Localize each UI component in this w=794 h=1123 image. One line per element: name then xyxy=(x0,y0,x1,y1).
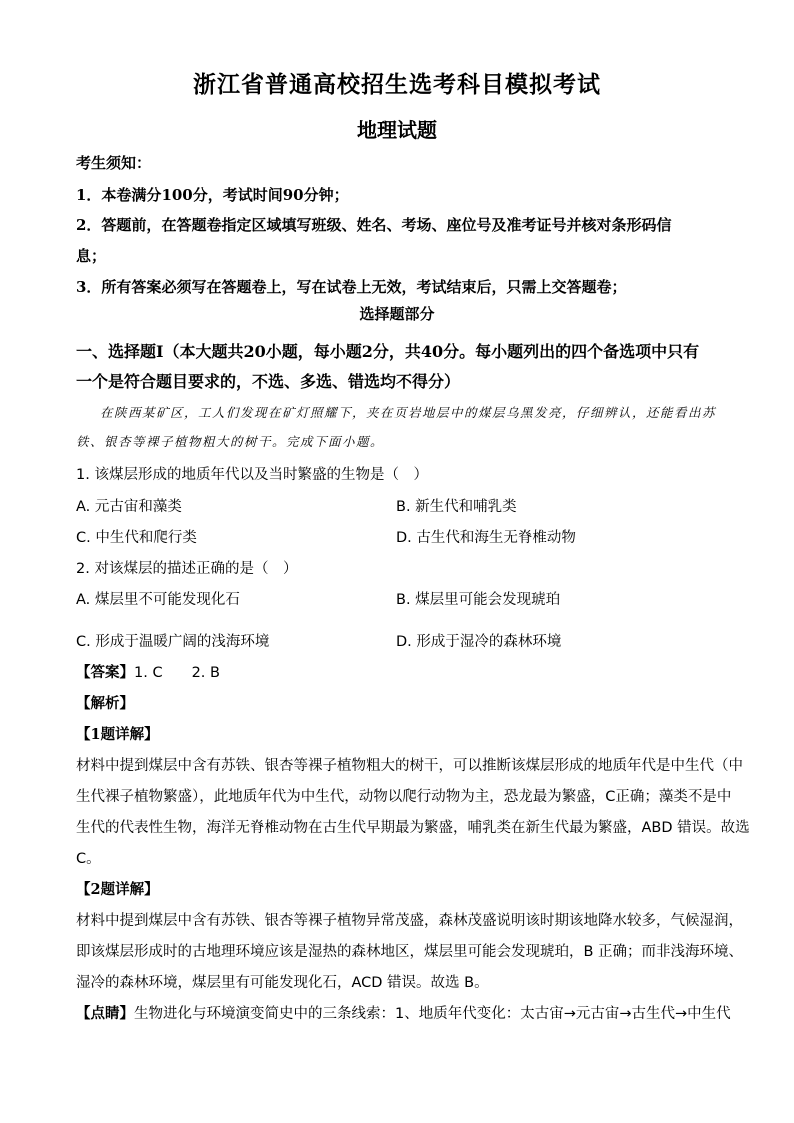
part-heading: 一、选择题Ⅰ（本大题共20小题，每小题2分，共40分。每小题列出的四个备选项中只有 xyxy=(76,342,700,361)
notice-item: 2．答题前，在答题卷指定区域填写班级、姓名、考场、座位号及准考证号并核对条形码信 xyxy=(76,216,672,234)
question-stem: 1. 该煤层形成的地质年代以及当时繁盛的生物是（ ） xyxy=(76,467,428,483)
option-a: A. 煤层里不可能发现化石 xyxy=(76,592,240,608)
detail2-line: 材料中提到煤层中含有苏铁、银杏等裸子植物异常茂盛，森林茂盛说明该时期该地降水较多，气候湿润， xyxy=(76,913,743,929)
tip-tag: 【点睛】 xyxy=(76,1005,134,1022)
detail2-tag: 【2题详解】 xyxy=(76,881,159,898)
option-b: B. 煤层里可能会发现琥珀 xyxy=(396,592,561,608)
tip-text: 生物进化与环境演变简史中的三条线索：1、地质年代变化：太古宙→元古宙→古生代→中生代 xyxy=(134,1006,731,1022)
detail1-line: 材料中提到煤层中含有苏铁、银杏等裸子植物粗大的树干，可以推断该煤层形成的地质年代是中生代（中 xyxy=(76,758,743,774)
question-stem: 2. 对该煤层的描述正确的是（ ） xyxy=(76,561,298,577)
passage-line: 在陕西某矿区，工人们发现在矿灯照耀下，夹在页岩地层中的煤层乌黑发亮，仔细辨认，还能看出苏 xyxy=(100,405,717,420)
notice-item: 1．本卷满分100分，考试时间90分钟； xyxy=(76,186,349,204)
option-a: A. 元古宙和藻类 xyxy=(76,499,182,515)
detail1-line: 生代裸子植物繁盛），此地质年代为中生代，动物以爬行动物为主，恐龙最为繁盛，C正确；藻类不是中 xyxy=(76,789,732,805)
notice-item: 息； xyxy=(76,247,107,265)
notice-item: 3．所有答案必须写在答题卷上，写在试卷上无效，考试结束后，只需上交答题卷； xyxy=(76,278,627,296)
detail1-line: 生代的代表性生物，海洋无脊椎动物在古生代早期最为繁盛，哺乳类在新生代最为繁盛，ABD 错误。故选 xyxy=(76,820,750,836)
part-heading-cont: 一个是符合题目要求的，不选、多选、错选均不得分） xyxy=(76,372,461,391)
detail1-tag: 【1题详解】 xyxy=(76,726,159,743)
option-c: C. 中生代和爬行类 xyxy=(76,530,197,546)
option-c: C. 形成于温暖广阔的浅海环境 xyxy=(76,634,270,650)
tip-line xyxy=(76,1002,731,1023)
answer-tag: 【答案】 xyxy=(76,664,134,681)
analysis-tag xyxy=(76,692,720,713)
exam-subtitle: 地理试题 xyxy=(357,118,437,142)
section-title: 选择题部分 xyxy=(359,305,435,323)
detail1-line: C。 xyxy=(76,851,101,867)
passage-line: 铁、银杏等裸子植物粗大的树干。完成下面小题。 xyxy=(76,434,385,449)
notice-heading: 考生须知： xyxy=(76,154,152,172)
option-d: D. 古生代和海生无脊椎动物 xyxy=(396,530,576,546)
answer-text: 1. C 2. B xyxy=(134,665,220,681)
exam-title: 浙江省普通高校招生选考科目模拟考试 xyxy=(193,71,601,98)
option-d: D. 形成于湿冷的森林环境 xyxy=(396,634,562,650)
detail2-line: 湿冷的森林环境，煤层里有可能发现化石，ACD 错误。故选 B。 xyxy=(76,975,489,991)
analysis-label: 【解析】 xyxy=(76,695,134,712)
detail2-heading xyxy=(76,878,720,899)
detail1-heading xyxy=(76,723,720,744)
detail2-line: 即该煤层形成时的古地理环境应该是湿热的森林地区，煤层里可能会发现琥珀，B 正确；而非浅海环境、 xyxy=(76,944,744,960)
option-b: B. 新生代和哺乳类 xyxy=(396,499,517,515)
answer-line xyxy=(76,661,720,682)
